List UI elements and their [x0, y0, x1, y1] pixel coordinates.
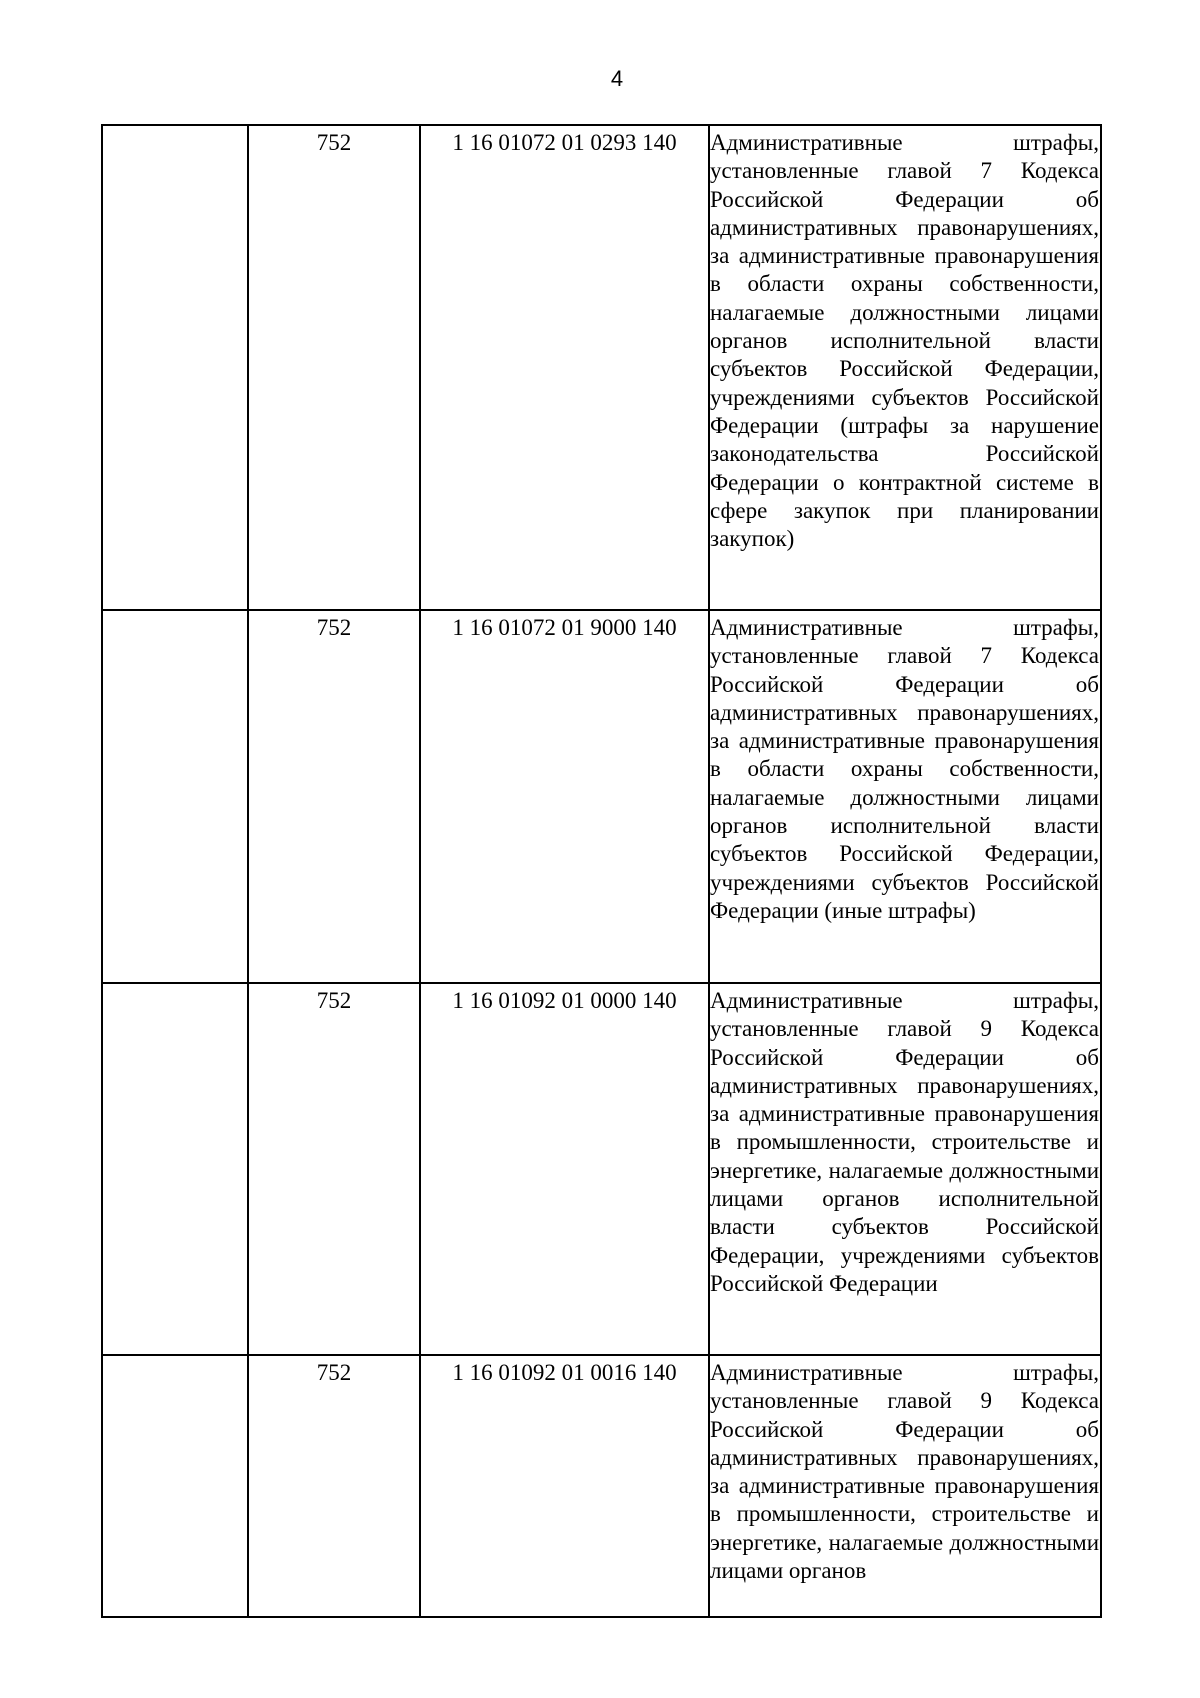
description-cell: [709, 983, 1101, 1355]
empty-cell: [102, 1355, 248, 1617]
table-row: [102, 125, 1101, 610]
table-row: [102, 1355, 1101, 1617]
admin-code-cell: 752: [248, 1355, 420, 1617]
description-text: Административные штрафы, установленные главой 7 Кодекса Российской Федерации об административных правонарушениях, за административные правонарушения в области охраны собственности, налагаемые должностными лицами органов исполнительной власти субъектов Российской Федерации, учреждениями субъектов Российской Федерации (штрафы за нарушение законодательства Российской Федерации о контрактной системе в сфере закупок при планировании закупок): [710, 130, 1099, 552]
budget-codes-table: [101, 124, 1102, 1618]
description-cell: [709, 1355, 1101, 1617]
kbk-code-cell: 1 16 01092 01 0016 140: [420, 1355, 709, 1617]
description-text: Административные штрафы, установленные главой 9 Кодекса Российской Федерации об административных правонарушениях, за административные правонарушения в промышленности, строительстве и энергетике, налагаемые должностными лицами органов исполнительной власти субъектов Российской Федерации, учреждениями субъектов Российской Федерации: [710, 988, 1099, 1296]
empty-cell: [102, 125, 248, 610]
table-row: [102, 983, 1101, 1355]
kbk-code-cell: 1 16 01072 01 9000 140: [420, 610, 709, 983]
admin-code-cell: 752: [248, 125, 420, 610]
description-text: Административные штрафы, установленные главой 7 Кодекса Российской Федерации об административных правонарушениях, за административные правонарушения в области охраны собственности, налагаемые должностными лицами органов исполнительной власти субъектов Российской Федерации, учреждениями субъектов Российской Федерации (иные штрафы): [710, 615, 1099, 923]
empty-cell: [102, 983, 248, 1355]
table-row: [102, 610, 1101, 983]
description-text: Административные штрафы, установленные главой 9 Кодекса Российской Федерации об административных правонарушениях, за административные правонарушения в промышленности, строительстве и энергетике, налагаемые должностными лицами органов: [710, 1360, 1099, 1584]
description-cell: [709, 610, 1101, 983]
kbk-code-cell: 1 16 01072 01 0293 140: [420, 125, 709, 610]
admin-code-cell: 752: [248, 983, 420, 1355]
page-number: 4: [610, 66, 624, 91]
kbk-code-cell: 1 16 01092 01 0000 140: [420, 983, 709, 1355]
admin-code-cell: 752: [248, 610, 420, 983]
description-cell: [709, 125, 1101, 610]
empty-cell: [102, 610, 248, 983]
